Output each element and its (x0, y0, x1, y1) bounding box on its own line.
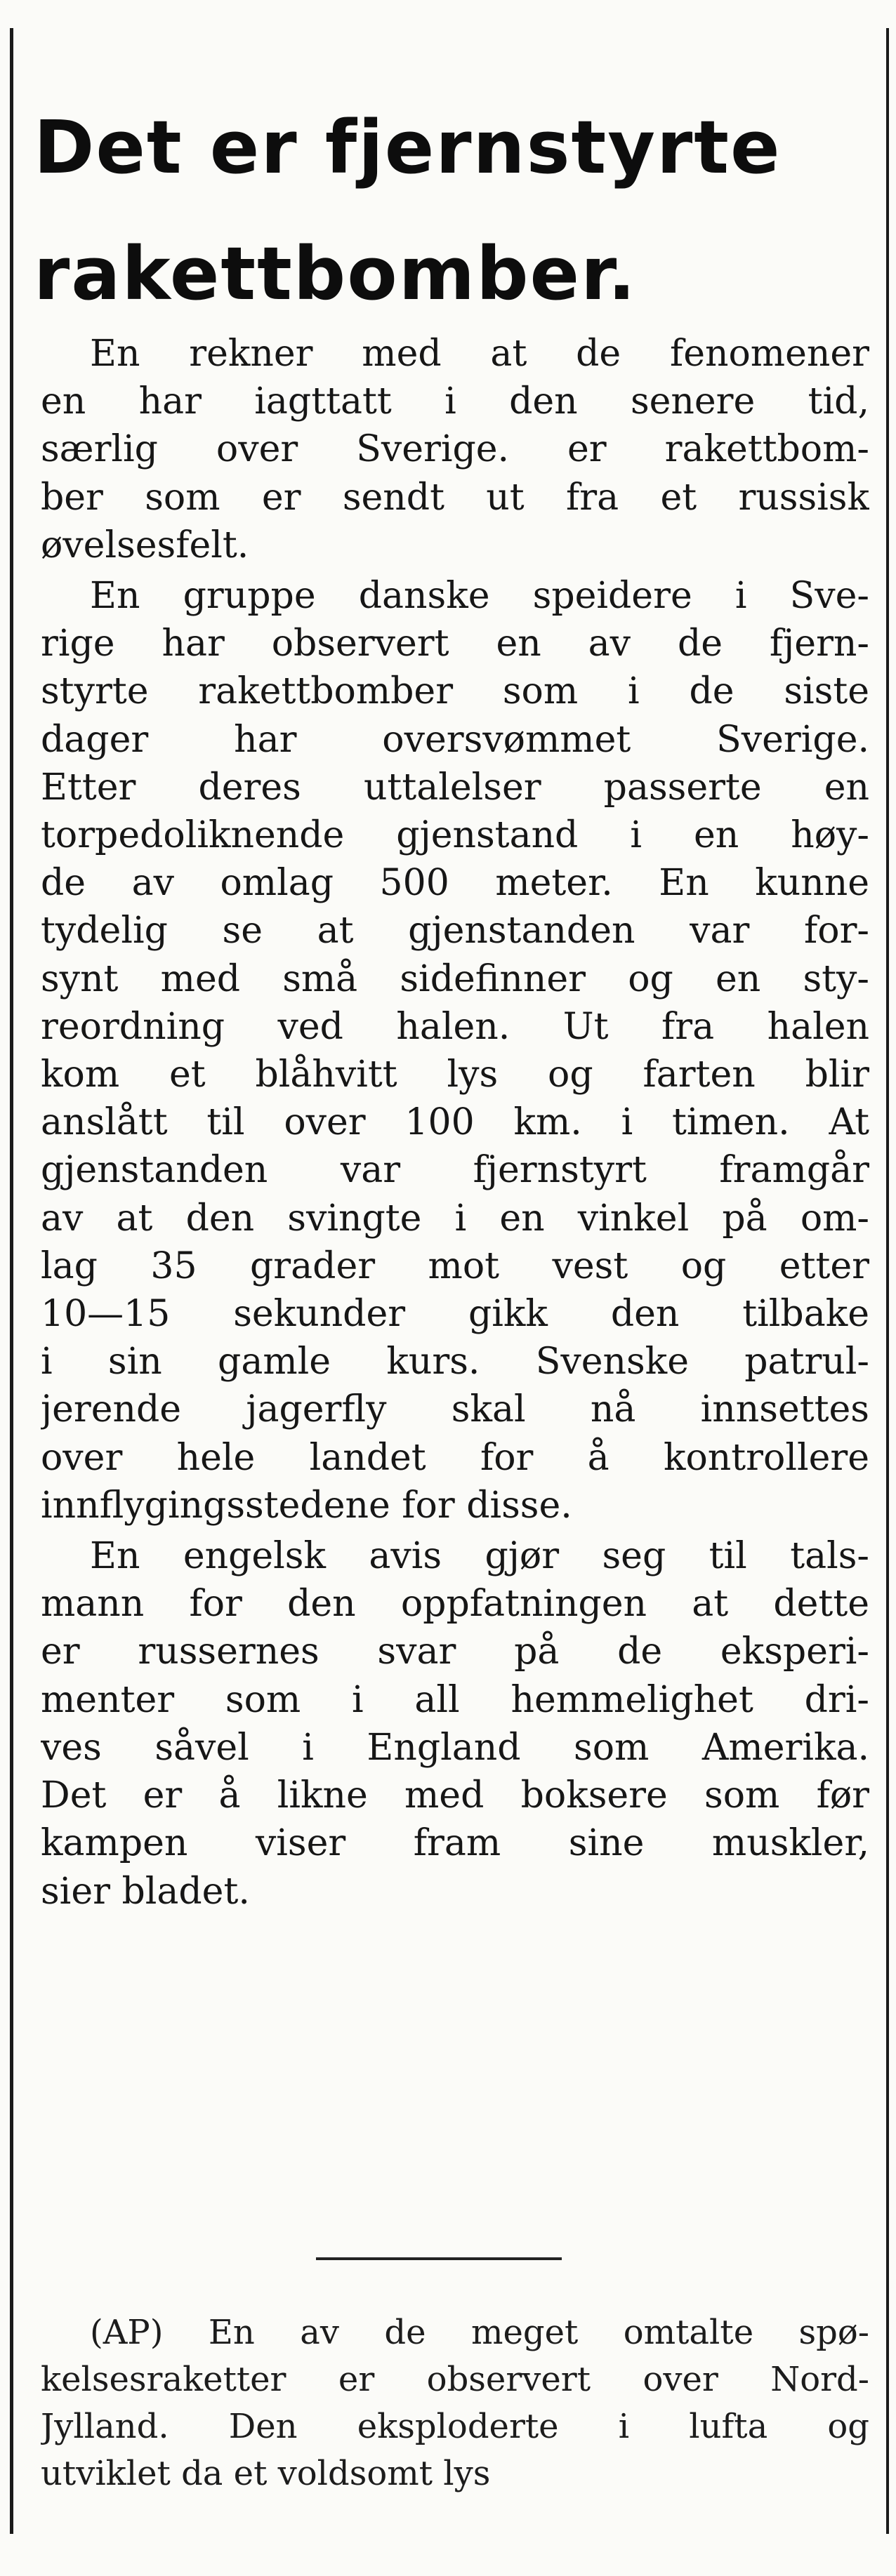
paragraph-1 (41, 330, 869, 569)
text-line: rige har observert en av de fjern- (41, 623, 869, 665)
text-line: gjenstanden var fjernstyrt framgår (41, 1149, 869, 1192)
text-line: En gruppe danske speidere i Sve- (90, 575, 869, 618)
text-line: ber som er sendt ut fra et russisk (41, 476, 869, 519)
text-line: dager har oversvømmet Sverige. (41, 718, 869, 761)
text-line: sier bladet. (41, 1870, 250, 1913)
text-line: tydelig se at gjenstanden var for- (41, 910, 869, 952)
text-line: jerende jagerfly skal nå innsettes (41, 1388, 869, 1431)
text-line: (AP) En av de meget omtalte spø- (90, 2313, 869, 2352)
text-line: en har iagttatt i den senere tid, (41, 380, 869, 423)
text-line: innflygingsstedene for disse. (41, 1484, 572, 1527)
text-line: Det er å likne med boksere som før (41, 1774, 869, 1817)
text-line: over hele landet for å kontrollere (41, 1436, 869, 1479)
paragraph-3 (41, 1532, 869, 1916)
paragraph-2 (41, 572, 869, 1529)
article-body (41, 330, 869, 1918)
text-line: kom et blåhvitt lys og farten blir (41, 1054, 869, 1096)
article-headline (34, 84, 862, 337)
text-line: Etter deres uttalelser passerte en (41, 766, 869, 809)
text-line: utviklet da et voldsomt lys (41, 2454, 491, 2493)
text-line: de av omlag 500 meter. En kunne (41, 862, 869, 905)
left-column-rule (10, 28, 13, 2534)
section-divider (316, 2257, 562, 2260)
headline-line: rakettbomber. (34, 231, 638, 317)
text-line: En engelsk avis gjør seg til tals- (90, 1535, 869, 1578)
text-line: ves såvel i England som Amerika. (41, 1726, 869, 1769)
text-line: i sin gamle kurs. Svenske patrul- (41, 1341, 869, 1383)
text-line: særlig over Sverige. er rakettbom- (41, 428, 869, 471)
text-line: Jylland. Den eksploderte i lufta og (41, 2407, 869, 2446)
text-line: anslått til over 100 km. i timen. At (41, 1101, 869, 1144)
headline-line: Det er fjernstyrte (34, 105, 782, 190)
text-line: øvelsesfelt. (41, 524, 249, 566)
text-line: er russernes svar på de eksperi- (41, 1631, 869, 1673)
text-line: kelsesraketter er observert over Nord- (41, 2360, 869, 2399)
text-line: En rekner med at de fenomener (90, 333, 869, 375)
text-line: lag 35 grader mot vest og etter (41, 1244, 869, 1287)
text-line: kampen viser fram sine muskler, (41, 1822, 869, 1865)
text-line: synt med små sidefinner og en sty- (41, 957, 869, 1000)
right-column-rule (886, 28, 889, 2534)
text-line: styrte rakettbomber som i de siste (41, 670, 869, 713)
text-line: torpedoliknende gjenstand i en høy- (41, 814, 869, 857)
text-line: menter som i all hemmelighet dri- (41, 1678, 869, 1721)
text-line: av at den svingte i en vinkel på om- (41, 1197, 869, 1240)
text-line: reordning ved halen. Ut fra halen (41, 1005, 869, 1048)
text-line: 10—15 sekunder gikk den tilbake (41, 1293, 869, 1336)
ap-news-note (41, 2309, 869, 2497)
text-line: mann for den oppfatningen at dette (41, 1583, 869, 1626)
